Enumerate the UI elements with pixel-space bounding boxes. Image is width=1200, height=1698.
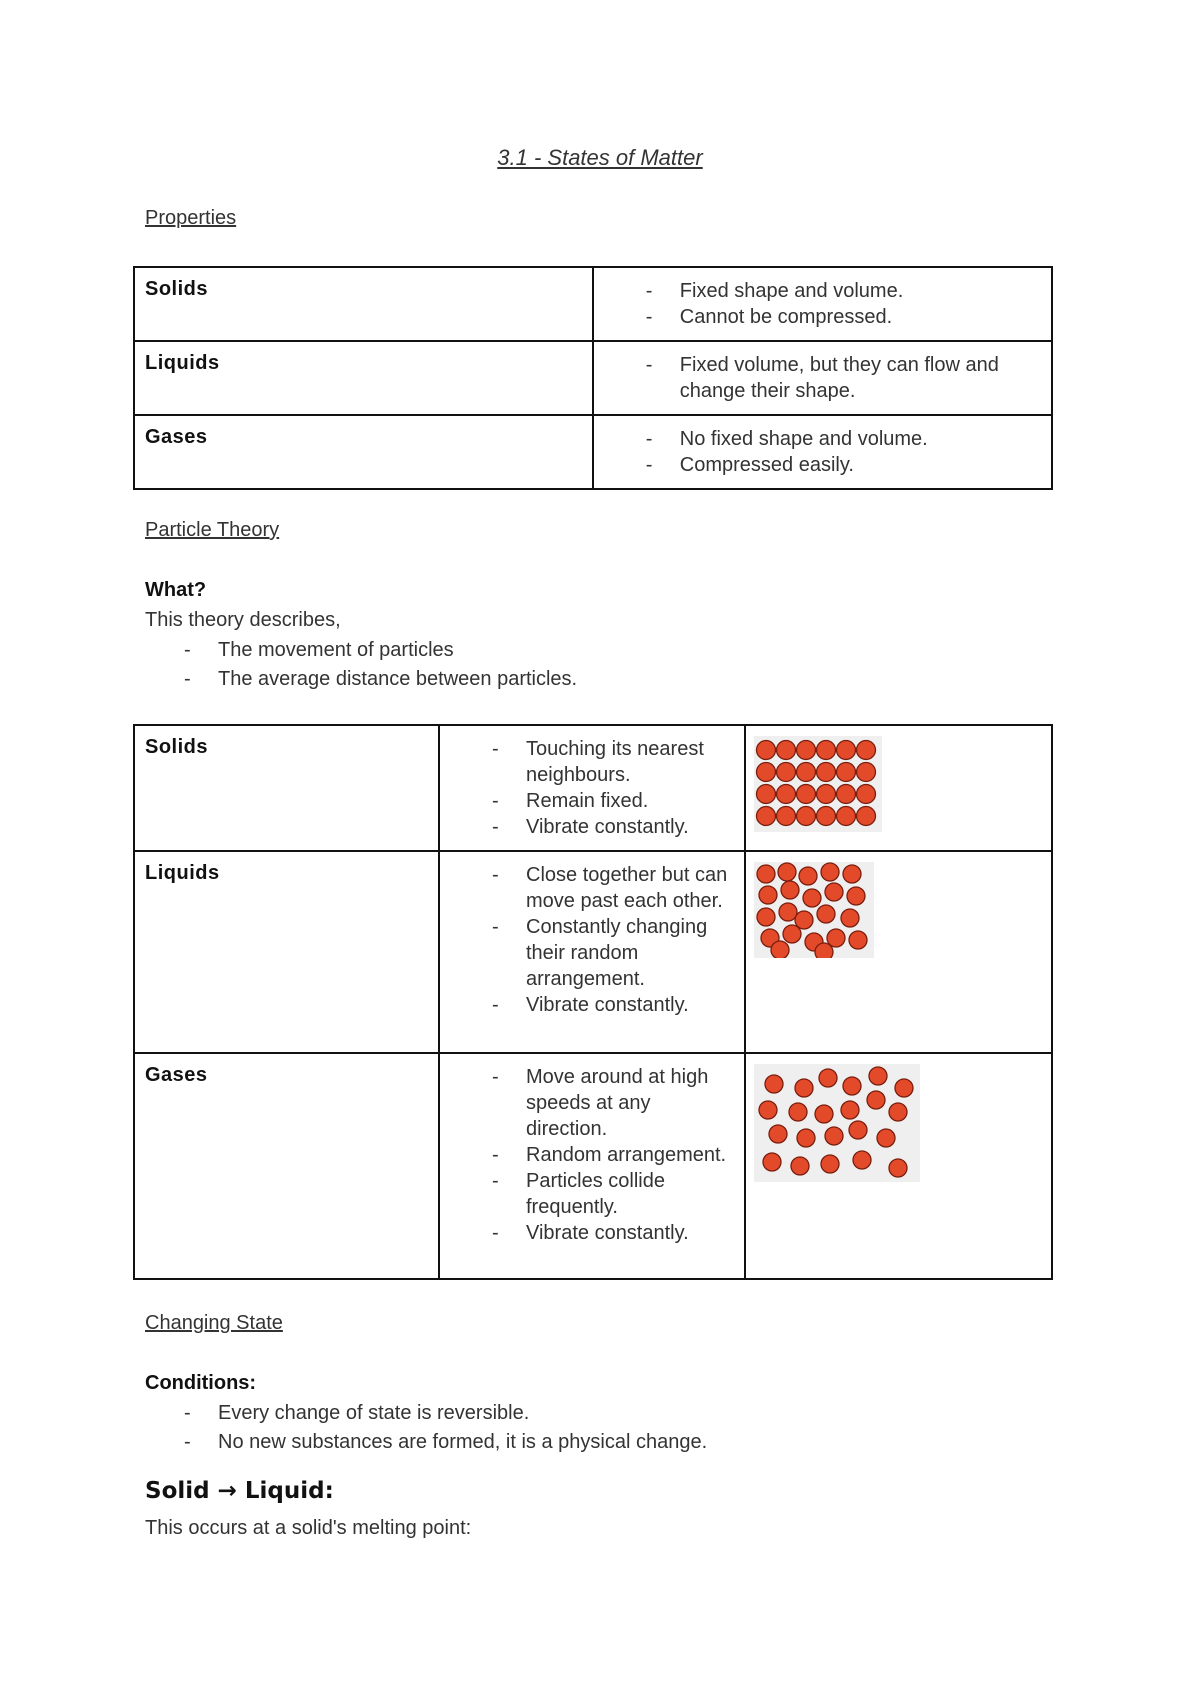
list-item: - Touching its nearest neighbours. (488, 736, 734, 788)
particle (779, 903, 797, 921)
list-item: - Vibrate constantly. (488, 814, 734, 840)
changing-state-heading: Changing State (145, 1312, 283, 1334)
particle (795, 1079, 813, 1097)
particle (783, 925, 801, 943)
particle (769, 1125, 787, 1143)
conditions-label: Conditions: (145, 1372, 257, 1394)
what-label: What? (145, 579, 207, 601)
properties-heading: Properties (145, 207, 237, 229)
list-item: - Remain fixed. (488, 788, 734, 814)
table-row (134, 725, 1052, 851)
property-list (642, 352, 1041, 404)
list-item: - Constantly changing their random arrangement. (488, 914, 734, 992)
particle (781, 881, 799, 899)
particle (869, 1067, 887, 1085)
particle (776, 785, 795, 804)
particle (756, 741, 775, 760)
particle (841, 1101, 859, 1119)
list-item: - Vibrate constantly. (488, 1220, 734, 1246)
particle (849, 1121, 867, 1139)
particle (816, 763, 835, 782)
particle-theory-table (133, 724, 1053, 1280)
list-item: - Cannot be compressed. (642, 304, 1041, 330)
page-title: 3.1 - States of Matter (497, 145, 703, 170)
particle (799, 867, 817, 885)
particle (759, 886, 777, 904)
list-item: - No fixed shape and volume. (642, 426, 1041, 452)
state-label: Solids (145, 736, 209, 758)
particle (756, 785, 775, 804)
particle (825, 883, 843, 901)
particle (849, 931, 867, 949)
particle (776, 763, 795, 782)
state-label: Liquids (145, 862, 220, 884)
solid-liquid-heading: Solid → Liquid: (145, 1478, 334, 1504)
particle (867, 1091, 885, 1109)
solid-liquid-text: This occurs at a solid's melting point: (145, 1517, 472, 1539)
list-item: - Close together but can move past each other. (488, 862, 734, 914)
particle (816, 785, 835, 804)
particle (776, 741, 795, 760)
gas-particles-diagram (754, 1064, 920, 1182)
table-row (134, 267, 1052, 341)
particle (895, 1079, 913, 1097)
solid-particles-diagram (754, 736, 882, 832)
particle-list (488, 1064, 734, 1246)
list-item: - Particles collide frequently. (488, 1168, 734, 1220)
particle (843, 865, 861, 883)
properties-table (133, 266, 1053, 490)
particle (797, 1129, 815, 1147)
table-row (134, 851, 1052, 1053)
particle (856, 741, 875, 760)
particle (803, 889, 821, 907)
particle (756, 763, 775, 782)
particle (757, 865, 775, 883)
particle-list (488, 736, 734, 840)
particle (796, 763, 815, 782)
particle (756, 807, 775, 826)
particle (815, 1105, 833, 1123)
state-label: Gases (145, 1064, 208, 1086)
particle (816, 807, 835, 826)
conditions-list (180, 1399, 707, 1457)
list-item: - Fixed volume, but they can flow and change their shape. (642, 352, 1041, 404)
state-label: Liquids (145, 352, 220, 374)
property-list (642, 426, 1041, 478)
particle (856, 763, 875, 782)
theory-bullets (180, 636, 577, 694)
particle (836, 741, 855, 760)
liquid-particles-diagram (754, 862, 874, 958)
list-item: - The movement of particles (180, 636, 577, 665)
list-item: - Compressed easily. (642, 452, 1041, 478)
particle (847, 887, 865, 905)
particle (796, 785, 815, 804)
particle (843, 1077, 861, 1095)
particle-theory-heading: Particle Theory (145, 519, 280, 541)
particle (889, 1103, 907, 1121)
particle (836, 807, 855, 826)
particle (796, 741, 815, 760)
particle (841, 909, 859, 927)
particle (791, 1157, 809, 1175)
particle (821, 1155, 839, 1173)
particle (889, 1159, 907, 1177)
particle (816, 741, 835, 760)
list-item: - Every change of state is reversible. (180, 1399, 707, 1428)
list-item: - Random arrangement. (488, 1142, 734, 1168)
particle (776, 807, 795, 826)
particle (765, 1075, 783, 1093)
particle (778, 863, 796, 881)
particle (836, 763, 855, 782)
particle (825, 1127, 843, 1145)
list-item: - Fixed shape and volume. (642, 278, 1041, 304)
particle (853, 1151, 871, 1169)
particle (819, 1069, 837, 1087)
table-row (134, 1053, 1052, 1279)
particle (759, 1101, 777, 1119)
particle (815, 943, 833, 958)
table-row (134, 415, 1052, 489)
list-item: - The average distance between particles. (180, 665, 577, 694)
particle (763, 1153, 781, 1171)
particle (771, 941, 789, 958)
particle-list (488, 862, 734, 1018)
particle (877, 1129, 895, 1147)
particle (817, 905, 835, 923)
list-item: - Move around at high speeds at any direction. (488, 1064, 734, 1142)
property-list (642, 278, 1041, 330)
particle (796, 807, 815, 826)
particle (789, 1103, 807, 1121)
list-item: - Vibrate constantly. (488, 992, 734, 1018)
particle (856, 785, 875, 804)
theory-intro: This theory describes, (145, 609, 341, 631)
state-label: Gases (145, 426, 208, 448)
particle (757, 908, 775, 926)
state-label: Solids (145, 278, 209, 300)
particle (836, 785, 855, 804)
list-item: - No new substances are formed, it is a physical change. (180, 1428, 707, 1457)
table-row (134, 341, 1052, 415)
particle (856, 807, 875, 826)
particle (821, 863, 839, 881)
